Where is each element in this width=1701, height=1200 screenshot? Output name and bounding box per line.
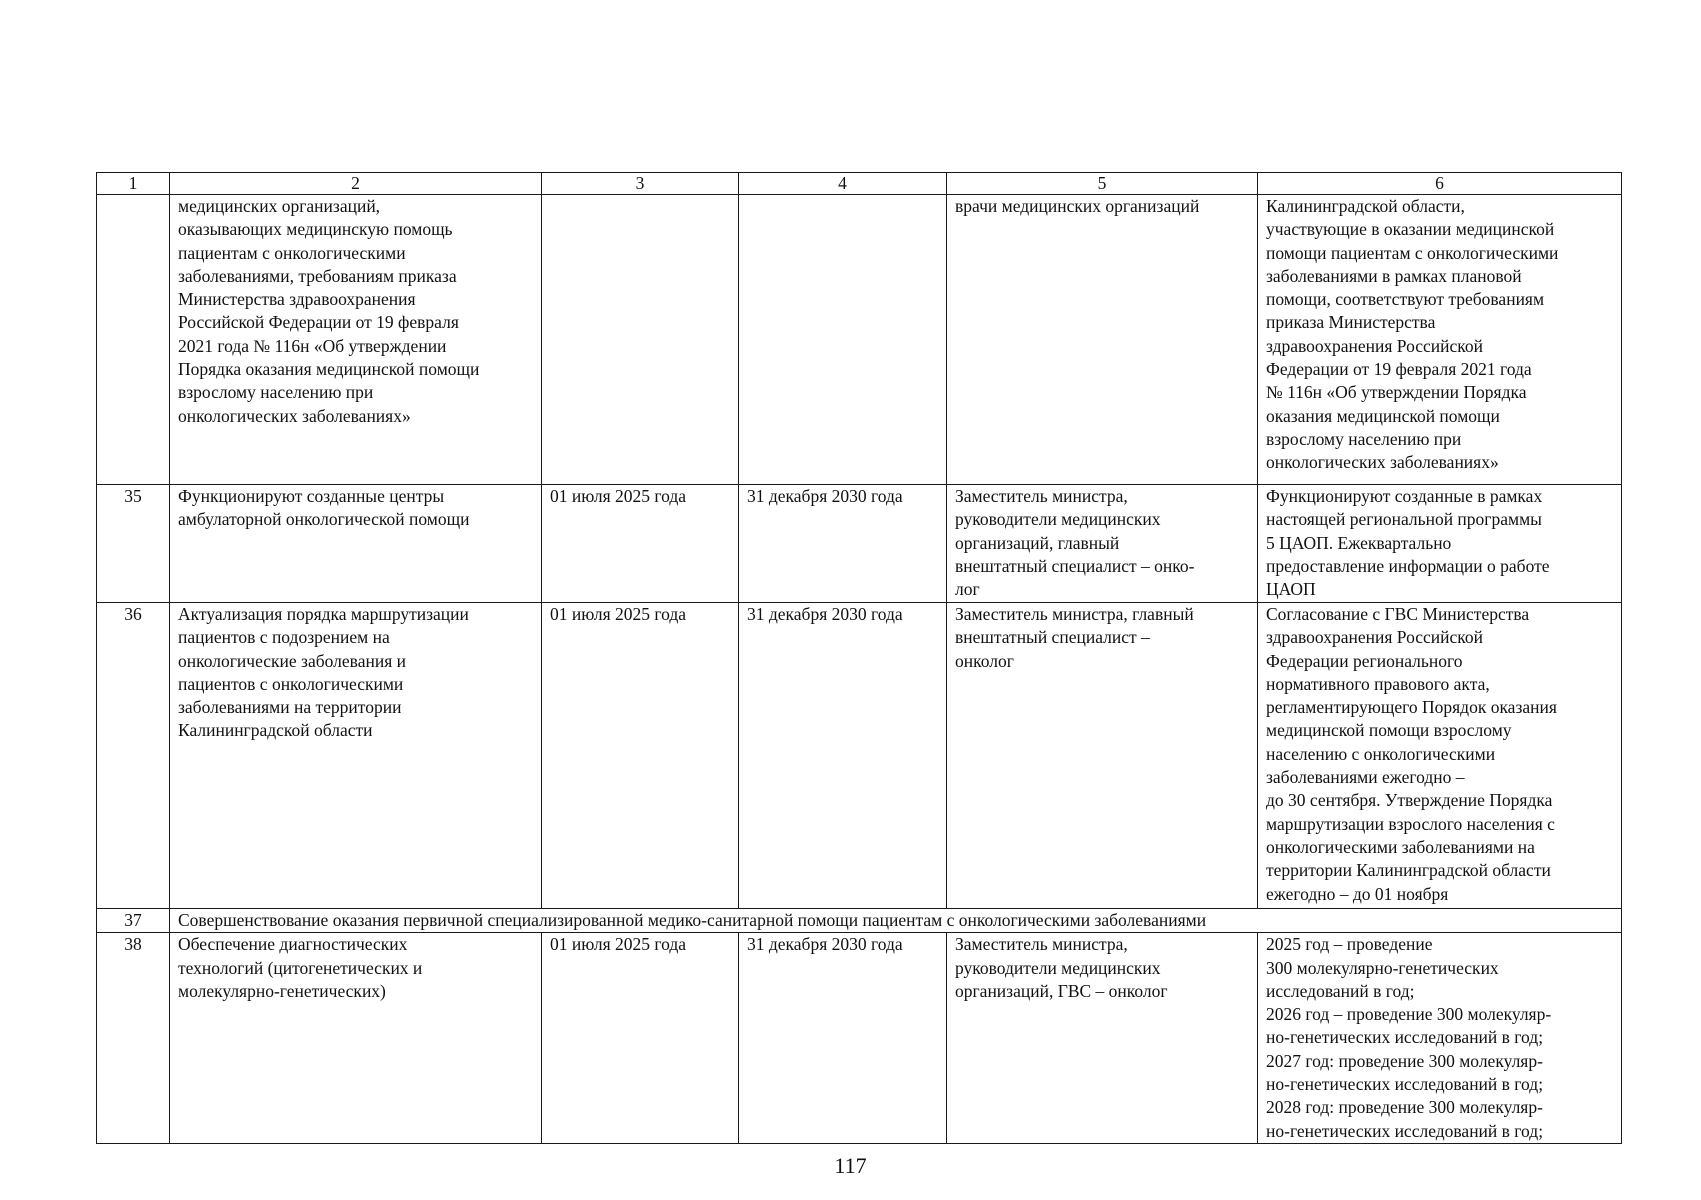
column-header: 5 xyxy=(947,173,1258,195)
column-header: 1 xyxy=(97,173,170,195)
table-row xyxy=(97,485,1622,603)
result-cell: 2025 год – проведение 300 молекулярно-генетических исследований в год; 2026 год – проведение 300 молекуляр- но-генетических исследований в год; 2027 год: проведение 300 молекуляр- но-генетических исследований в год; 2028 год: проведение 300 молекуляр- но-генетических исследований в год; xyxy=(1258,933,1622,1144)
activity-cell: Актуализация порядка маршрутизации пациентов с подозрением на онкологические заболевания и пациентов с онкологическими заболеваниями на территории Калининградской области xyxy=(170,603,542,909)
end-date-cell: 31 декабря 2030 года xyxy=(739,933,947,1144)
table-row xyxy=(97,933,1622,1144)
section-row xyxy=(97,909,1622,933)
responsible-cell: Заместитель министра, главный внештатный специалист – онколог xyxy=(947,603,1258,909)
start-date-cell: 01 июля 2025 года xyxy=(542,933,739,1144)
end-date-cell: 31 декабря 2030 года xyxy=(739,485,947,603)
responsible-cell: врачи медицинских организаций xyxy=(947,195,1258,485)
column-header: 4 xyxy=(739,173,947,195)
column-header: 3 xyxy=(542,173,739,195)
responsible-cell: Заместитель министра, руководители медицинских организаций, ГВС – онколог xyxy=(947,933,1258,1144)
column-header: 6 xyxy=(1258,173,1622,195)
activity-cell: Функционируют созданные центры амбулаторной онкологической помощи xyxy=(170,485,542,603)
row-number: 35 xyxy=(97,485,170,603)
result-cell: Калининградской области, участвующие в оказании медицинской помощи пациентам с онкологическими заболеваниями в рамках плановой помощи, соответствуют требованиям приказа Министерства здравоохранения Российской Федерации от 19 февраля 2021 года № 116н «Об утверждении Порядка оказания медицинской помощи взрослому населению при онкологических заболеваниях» xyxy=(1258,195,1622,485)
page-number: 117 xyxy=(834,1153,867,1178)
document-table xyxy=(96,172,1622,1144)
responsible-cell: Заместитель министра, руководители медицинских организаций, главный внештатный специалист – онко- лог xyxy=(947,485,1258,603)
table-row xyxy=(97,603,1622,909)
result-cell: Согласование с ГВС Министерства здравоохранения Российской Федерации регионального нормативного правового акта, регламентирующего Порядок оказания медицинской помощи взрослому населению с онкологическими заболеваниями ежегодно – до 30 сентября. Утверждение Порядка маршрутизации взрослого населения с онкологическими заболеваниями на территории Калининградской области ежегодно – до 01 ноября xyxy=(1258,603,1622,909)
activity-cell: медицинских организаций, оказывающих медицинскую помощь пациентам с онкологическими заболеваниями, требованиям приказа Министерства здравоохранения Российской Федерации от 19 февраля 2021 года № 116н «Об утверждении Порядка оказания медицинской помощи взрослому населению при онкологических заболеваниях» xyxy=(170,195,542,485)
start-date-cell: 01 июля 2025 года xyxy=(542,603,739,909)
table-header-row xyxy=(97,173,1622,195)
start-date-cell: 01 июля 2025 года xyxy=(542,485,739,603)
row-number: 37 xyxy=(97,909,170,933)
start-date-cell xyxy=(542,195,739,485)
activity-cell: Обеспечение диагностических технологий (цитогенетических и молекулярно-генетических) xyxy=(170,933,542,1144)
row-number: 38 xyxy=(97,933,170,1144)
row-number: 36 xyxy=(97,603,170,909)
row-number xyxy=(97,195,170,485)
table-row xyxy=(97,195,1622,485)
end-date-cell: 31 декабря 2030 года xyxy=(739,603,947,909)
result-cell: Функционируют созданные в рамках настоящей региональной программы 5 ЦАОП. Ежеквартально предоставление информации о работе ЦАОП xyxy=(1258,485,1622,603)
section-title: Совершенствование оказания первичной специализированной медико-санитарной помощи пациентам с онкологическими заболеваниями xyxy=(170,909,1622,933)
end-date-cell xyxy=(739,195,947,485)
column-header: 2 xyxy=(170,173,542,195)
